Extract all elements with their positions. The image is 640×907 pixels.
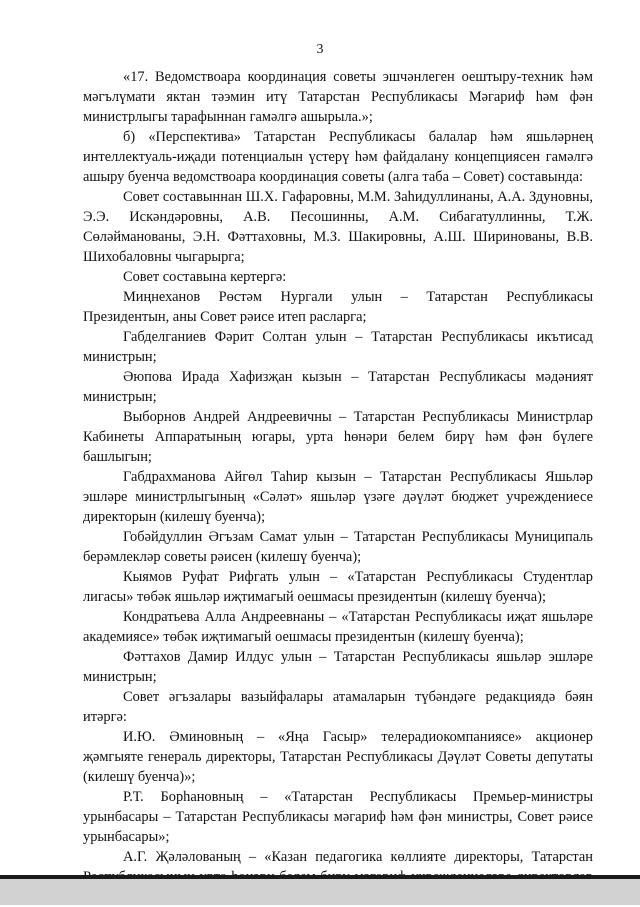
paragraph-5: Миңнеханов Рөстәм Нургали улын – Татарстан Республикасы Президентын, аны Совет рәисе итеп расларга; — [83, 289, 593, 325]
paragraph-17: А.Г. Җәләлованың – «Казан педагогика көллияте директоры, Татарстан — [123, 849, 593, 865]
scan-bottom-edge — [0, 875, 640, 905]
paragraph-1: «17. Ведомствоара координация советы эшчәнлеген оештыру-техник һәм мәгълүмати яктан тәэмин итү Татарстан Республикасы Мәгариф һәм фән министрлыгы тарафыннан гамәлгә ашырыла.»; — [83, 69, 593, 125]
paragraph-4: Совет составына кертергә: — [123, 269, 287, 285]
paragraph-15: И.Ю. Әминовның – «Яңа Гасыр» телерадиокомпаниясе» акционер җәмгыяте генераль директоры, Татарстан Республикасы Дәүләт Советы депутаты (килешү буенча)»; — [83, 729, 593, 785]
document-body — [83, 67, 593, 907]
paragraph-13: Фәттахов Дамир Илдус улын – Татарстан Республикасы яшьләр эшләре министрын; — [83, 649, 593, 685]
paragraph-8: Выборнов Андрей Андреевичны – Татарстан Республикасы Министрлар Кабинеты Аппаратының югары, урта һөнәри белем бирү һәм фән бүлеге башлыгын; — [83, 409, 593, 465]
paragraph-12: Кондратьева Алла Андреевнаны – «Татарстан Республикасы иҗат яшьләре академиясе» төбәк иҗтимагый оешмасы президентын (килешү буенча); — [83, 609, 593, 645]
paragraph-7: Әюпова Ирада Хафизҗан кызын – Татарстан Республикасы мәдәният министрын; — [83, 369, 593, 405]
paragraph-6: Габделганиев Фәрит Солтан улын – Татарстан Республикасы икътисад министрын; — [83, 329, 593, 365]
paragraph-16: Р.Т. Борһановның – «Татарстан Республикасы Премьер-министры урынбасары – Татарстан Республикасы мәгариф һәм фән министры, Совет рәисе урынбасары»; — [83, 789, 593, 845]
paragraph-14: Совет әгъзалары вазыйфалары атамаларын түбәндәге редакциядә бәян итәргә: — [83, 689, 593, 725]
paragraph-2: б) «Перспектива» Татарстан Республикасы балалар һәм яшьләрнең интеллектуаль-иҗади потенциалын үстерү һәм файдалану концепциясен гамәлгә ашыру буенча ведомствоара координация советы (алга таба – Совет) составында: — [83, 129, 593, 185]
paragraph-11: Кыямов Руфат Рифгать улын – «Татарстан Республикасы Студентлар лигасы» төбәк яшьләр иҗтимагый оешмасы президентын (килешү буенча); — [83, 569, 593, 605]
paragraph-10: Гобәйдуллин Әгъзам Самат улын – Татарстан Республикасы Муниципаль берәмлекләр советы рәисен (килешү буенча); — [83, 529, 593, 565]
page-number: 3 — [316, 42, 324, 57]
paragraph-3: Совет составыннан Ш.Х. Гафаровны, М.М. Заһидуллинаны, А.А. Здуновны, Э.Э. Искәндәровны, А.В. Песошинны, А.М. Сибагатуллинны, Т.Ж. Сөләйманованы, Э.Н. Фәттаховны, М.З. Шакировны, А.Ш. Ширинованы, В.В. Шихобаловны чыгарырга; — [83, 189, 593, 265]
paragraph-9: Габдрахманова Айгөл Таһир кызын – Татарстан Республикасы Яшьләр эшләре министрлыгының «Сәләт» яшьләр үзәге дәүләт бюджет учреждениесе директорын (килешү буенча); — [83, 469, 593, 525]
